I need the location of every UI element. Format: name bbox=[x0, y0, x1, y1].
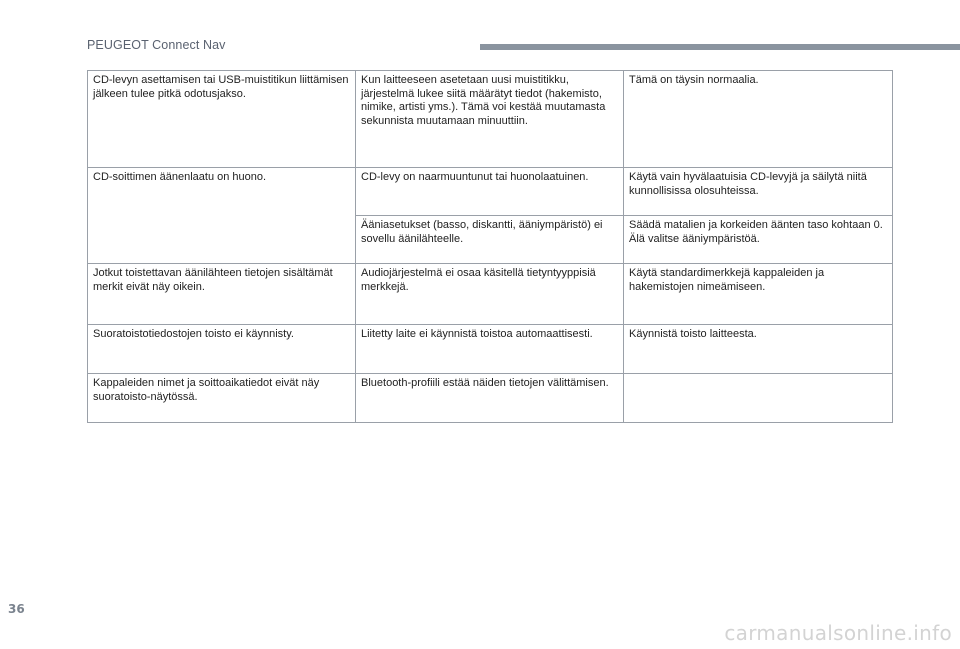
solution-cell: Käytä standardimerkkejä kappaleiden ja hakemistojen nimeämiseen. bbox=[624, 264, 893, 325]
problem-cell: Kappaleiden nimet ja soittoaikatiedot eivät näy suoratoisto-näytössä. bbox=[88, 374, 356, 423]
cause-cell: Bluetooth-profiili estää näiden tietojen välittämisen. bbox=[356, 374, 624, 423]
problem-cell: CD-soittimen äänenlaatu on huono. bbox=[88, 168, 356, 264]
header-bar bbox=[480, 44, 960, 50]
solution-cell: Tämä on täysin normaalia. bbox=[624, 71, 893, 168]
cause-cell: Audiojärjestelmä ei osaa käsitellä tietyntyyppisiä merkkejä. bbox=[356, 264, 624, 325]
solution-cell: Säädä matalien ja korkeiden äänten taso kohtaan 0. Älä valitse ääniympäristöä. bbox=[624, 216, 893, 264]
cause-cell: Ääniasetukset (basso, diskantti, ääniympäristö) ei sovellu äänilähteelle. bbox=[356, 216, 624, 264]
cause-cell: Kun laitteeseen asetetaan uusi muistitikku, järjestelmä lukee siitä määrätyt tiedot (hakemisto, nimike, artisti yms.). Tämä voi kestää muutamasta sekunnista muutamaan minuuttiin. bbox=[356, 71, 624, 168]
table-row bbox=[88, 374, 893, 423]
table-row bbox=[88, 264, 893, 325]
page-number: 36 bbox=[8, 602, 25, 616]
cause-cell: Liitetty laite ei käynnistä toistoa automaattisesti. bbox=[356, 325, 624, 374]
watermark: carmanualsonline.info bbox=[724, 621, 952, 645]
page-header-title: PEUGEOT Connect Nav bbox=[87, 38, 226, 52]
problem-cell: Suoratoistotiedostojen toisto ei käynnisty. bbox=[88, 325, 356, 374]
table-row bbox=[88, 325, 893, 374]
solution-cell: Käytä vain hyvälaatuisia CD-levyjä ja säilytä niitä kunnollisissa olosuhteissa. bbox=[624, 168, 893, 216]
troubleshooting-table bbox=[87, 70, 893, 423]
cause-cell: CD-levy on naarmuuntunut tai huonolaatuinen. bbox=[356, 168, 624, 216]
table-row bbox=[88, 71, 893, 168]
problem-cell: Jotkut toistettavan äänilähteen tietojen sisältämät merkit eivät näy oikein. bbox=[88, 264, 356, 325]
table-row bbox=[88, 168, 893, 216]
solution-cell: Käynnistä toisto laitteesta. bbox=[624, 325, 893, 374]
solution-cell bbox=[624, 374, 893, 423]
problem-cell: CD-levyn asettamisen tai USB-muistitikun liittämisen jälkeen tulee pitkä odotusjakso. bbox=[88, 71, 356, 168]
